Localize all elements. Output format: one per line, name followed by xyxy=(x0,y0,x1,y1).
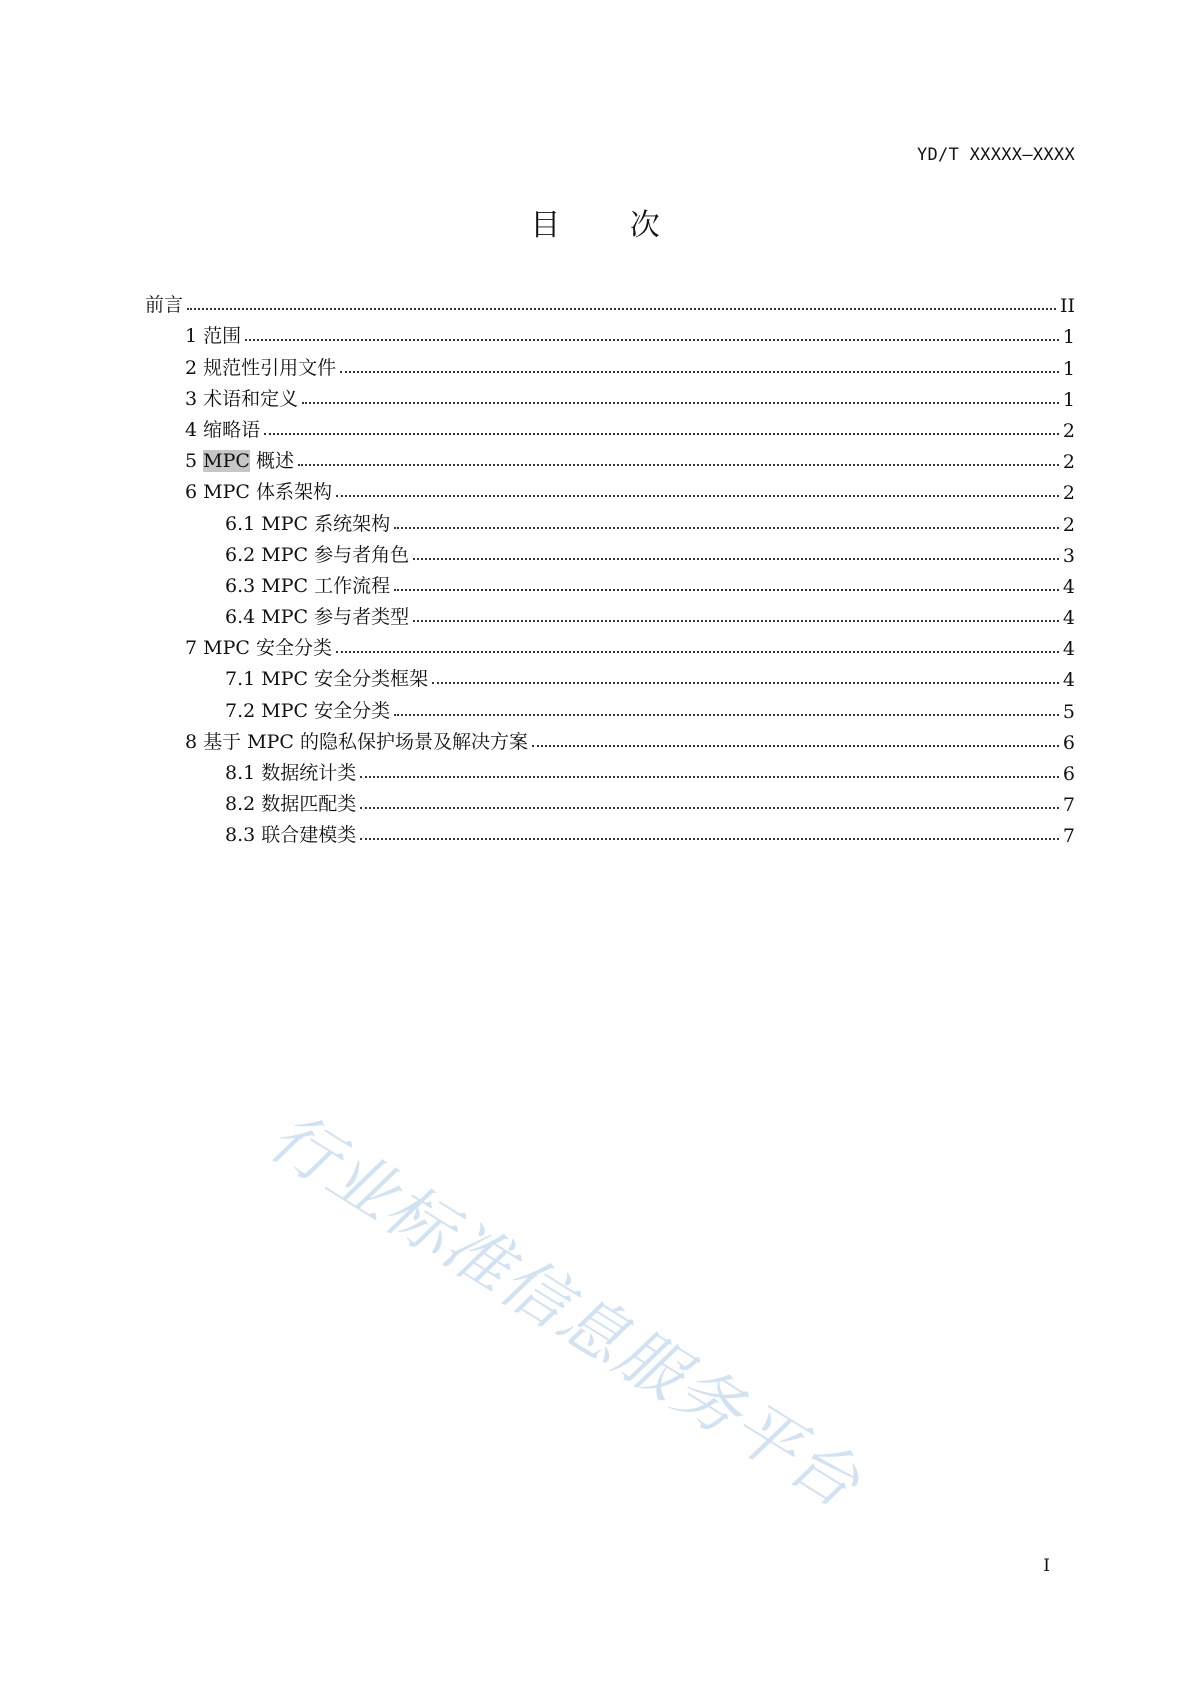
toc-entry-label: 7.1 MPC 安全分类框架 xyxy=(225,668,429,691)
toc-leader-dots xyxy=(245,339,1059,341)
selected-text-highlight: MPC xyxy=(203,450,250,473)
document-code: YD/T XXXXX—XXXX xyxy=(916,145,1075,165)
toc-entry-label: 8.3 联合建模类 xyxy=(225,824,357,847)
toc-leader-dots xyxy=(360,776,1059,778)
toc-entry-normative-references[interactable] xyxy=(145,348,1075,379)
toc-leader-dots xyxy=(532,745,1059,747)
toc-entry-page: 7 xyxy=(1062,794,1075,817)
toc-entry-label: 6.1 MPC 系统架构 xyxy=(225,512,391,535)
toc-leader-dots xyxy=(336,651,1059,653)
toc-leader-dots xyxy=(187,308,1056,310)
toc-entry-label: 2 规范性引用文件 xyxy=(185,356,337,379)
toc-entry-mpc-security-categories[interactable] xyxy=(145,691,1075,722)
toc-entry-page: 4 xyxy=(1062,669,1075,692)
toc-entry-scope[interactable] xyxy=(145,317,1075,348)
toc-entry-joint-modeling[interactable] xyxy=(145,816,1075,847)
toc-entry-page: 6 xyxy=(1062,763,1075,785)
toc-entry-privacy-scenarios[interactable] xyxy=(145,723,1075,754)
toc-entry-label: 8.1 数据统计类 xyxy=(225,762,357,784)
toc-entry-page: 2 xyxy=(1062,419,1075,442)
toc-leader-dots xyxy=(394,714,1059,716)
toc-leader-dots xyxy=(302,402,1059,404)
toc-entry-data-matching[interactable] xyxy=(145,785,1075,816)
toc-entry-label: 6.3 MPC 工作流程 xyxy=(225,574,391,597)
toc-entry-data-statistics[interactable] xyxy=(145,754,1075,785)
toc-entry-label: 3 术语和定义 xyxy=(185,387,299,410)
toc-entry-page: 1 xyxy=(1062,357,1075,380)
toc-entry-mpc-security-classification[interactable] xyxy=(145,629,1075,660)
toc-entry-page: 2 xyxy=(1062,451,1075,474)
toc-entry-page: 1 xyxy=(1062,388,1075,411)
toc-leader-dots xyxy=(413,558,1059,560)
toc-entry-label xyxy=(185,446,298,473)
toc-entry-mpc-participant-types[interactable] xyxy=(145,598,1075,629)
toc-leader-dots xyxy=(394,589,1059,591)
toc-leader-dots xyxy=(360,807,1059,809)
toc-entry-page: 4 xyxy=(1062,607,1075,630)
toc-leader-dots xyxy=(360,838,1059,840)
toc-entry-terms-definitions[interactable] xyxy=(145,380,1075,411)
toc-entry-label-prefix: 5 xyxy=(185,450,204,473)
toc-entry-mpc-participant-roles[interactable] xyxy=(145,536,1075,567)
toc-leader-dots xyxy=(336,495,1059,497)
toc-entry-page: 4 xyxy=(1062,638,1075,661)
toc-entry-label: 6.2 MPC 参与者角色 xyxy=(225,543,410,566)
toc-entry-page: II xyxy=(1059,295,1075,318)
toc-entry-page: 4 xyxy=(1062,575,1075,598)
toc-entry-label: 8 基于 MPC 的隐私保护场景及解决方案 xyxy=(185,730,528,753)
page-title: 目 次 xyxy=(530,208,690,243)
toc-leader-dots xyxy=(394,527,1059,529)
toc-entry-foreword[interactable] xyxy=(145,286,1075,317)
toc-entry-page: 7 xyxy=(1062,825,1075,848)
toc-entry-page: 2 xyxy=(1062,513,1075,536)
toc-leader-dots xyxy=(340,371,1059,373)
table-of-contents xyxy=(145,286,1075,847)
toc-entry-page: 2 xyxy=(1062,482,1075,505)
toc-leader-dots xyxy=(432,682,1059,684)
toc-entry-page: 5 xyxy=(1062,700,1075,723)
toc-entry-label: 4 缩略语 xyxy=(185,418,261,441)
toc-entry-page: 1 xyxy=(1062,326,1075,349)
page-number: I xyxy=(1043,1556,1050,1576)
toc-entry-label: 前言 xyxy=(145,294,184,317)
toc-entry-label: 8.2 数据匹配类 xyxy=(225,793,357,816)
toc-entry-mpc-overview[interactable] xyxy=(145,442,1075,473)
watermark: 行业标准信息服务平台 xyxy=(256,1097,874,1524)
toc-entry-page: 3 xyxy=(1062,544,1075,567)
toc-entry-label: 7.2 MPC 安全分类 xyxy=(225,699,391,722)
toc-entry-label: 1 范围 xyxy=(185,325,242,348)
toc-entry-mpc-workflow[interactable] xyxy=(145,567,1075,598)
toc-entry-abbreviations[interactable] xyxy=(145,411,1075,442)
toc-entry-label: 7 MPC 安全分类 xyxy=(185,637,332,660)
toc-entry-label: 6 MPC 体系架构 xyxy=(185,481,332,504)
toc-leader-dots xyxy=(298,464,1059,466)
toc-entry-label: 6.4 MPC 参与者类型 xyxy=(225,606,410,629)
toc-entry-mpc-system-architecture[interactable] xyxy=(145,504,1075,535)
toc-entry-page: 6 xyxy=(1062,731,1075,754)
toc-leader-dots xyxy=(264,433,1059,435)
toc-leader-dots xyxy=(413,620,1059,622)
toc-entry-mpc-architecture[interactable] xyxy=(145,473,1075,504)
toc-entry-label-suffix: 概述 xyxy=(249,450,294,473)
toc-entry-mpc-security-framework[interactable] xyxy=(145,660,1075,691)
